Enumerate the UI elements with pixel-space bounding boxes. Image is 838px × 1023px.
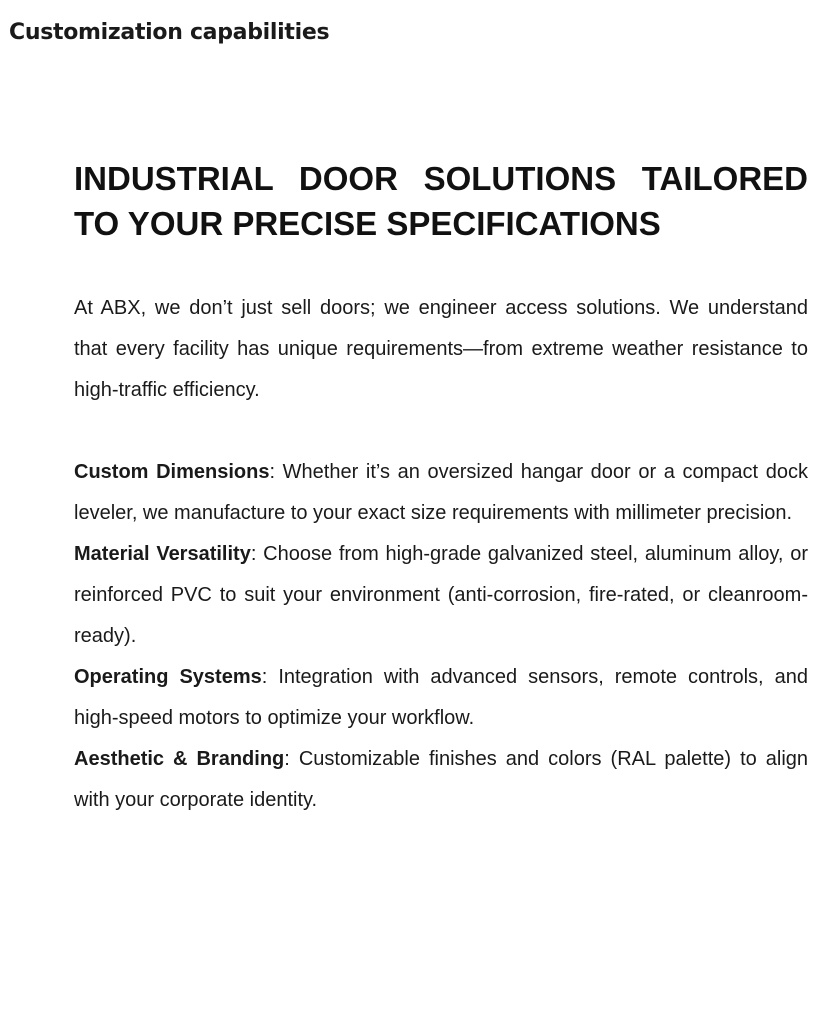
feature-list — [74, 452, 808, 821]
feature-text: : Customizable finishes and colors (RAL palette) to align with your corporate identity. — [74, 748, 809, 811]
heading-line-1: INDUSTRIAL DOOR SOLUTIONS TAILORED — [74, 160, 808, 197]
feature-label: Material Versatility — [74, 543, 251, 565]
feature-item — [74, 452, 808, 534]
feature-label: Operating Systems — [74, 666, 262, 688]
intro-paragraph: At ABX, we don’t just sell doors; we engineer access solutions. We understand that every facility has unique requirements—from extreme weather resistance to high-traffic efficiency. — [74, 297, 808, 401]
feature-text: : Whether it’s an oversized hangar door or a compact dock leveler, we manufacture to your exact size requirements with millimeter precision. — [74, 461, 808, 524]
feature-label: Aesthetic & Branding — [74, 748, 285, 770]
document-body — [74, 156, 808, 821]
section-title: Customization capabilities — [9, 20, 330, 45]
feature-item — [74, 657, 808, 739]
feature-text: : Choose from high-grade galvanized steel, aluminum alloy, or reinforced PVC to suit your environment (anti-corrosion, fire-rated, or cleanroom-ready). — [74, 543, 809, 647]
feature-text: : Integration with advanced sensors, remote controls, and high-speed motors to optimize your workflow. — [74, 666, 808, 729]
feature-label: Custom Dimensions — [74, 461, 270, 483]
heading-line-2: TO YOUR PRECISE SPECIFICATIONS — [74, 205, 661, 242]
feature-item — [74, 534, 808, 657]
feature-item — [74, 739, 808, 821]
document-heading — [74, 156, 808, 246]
